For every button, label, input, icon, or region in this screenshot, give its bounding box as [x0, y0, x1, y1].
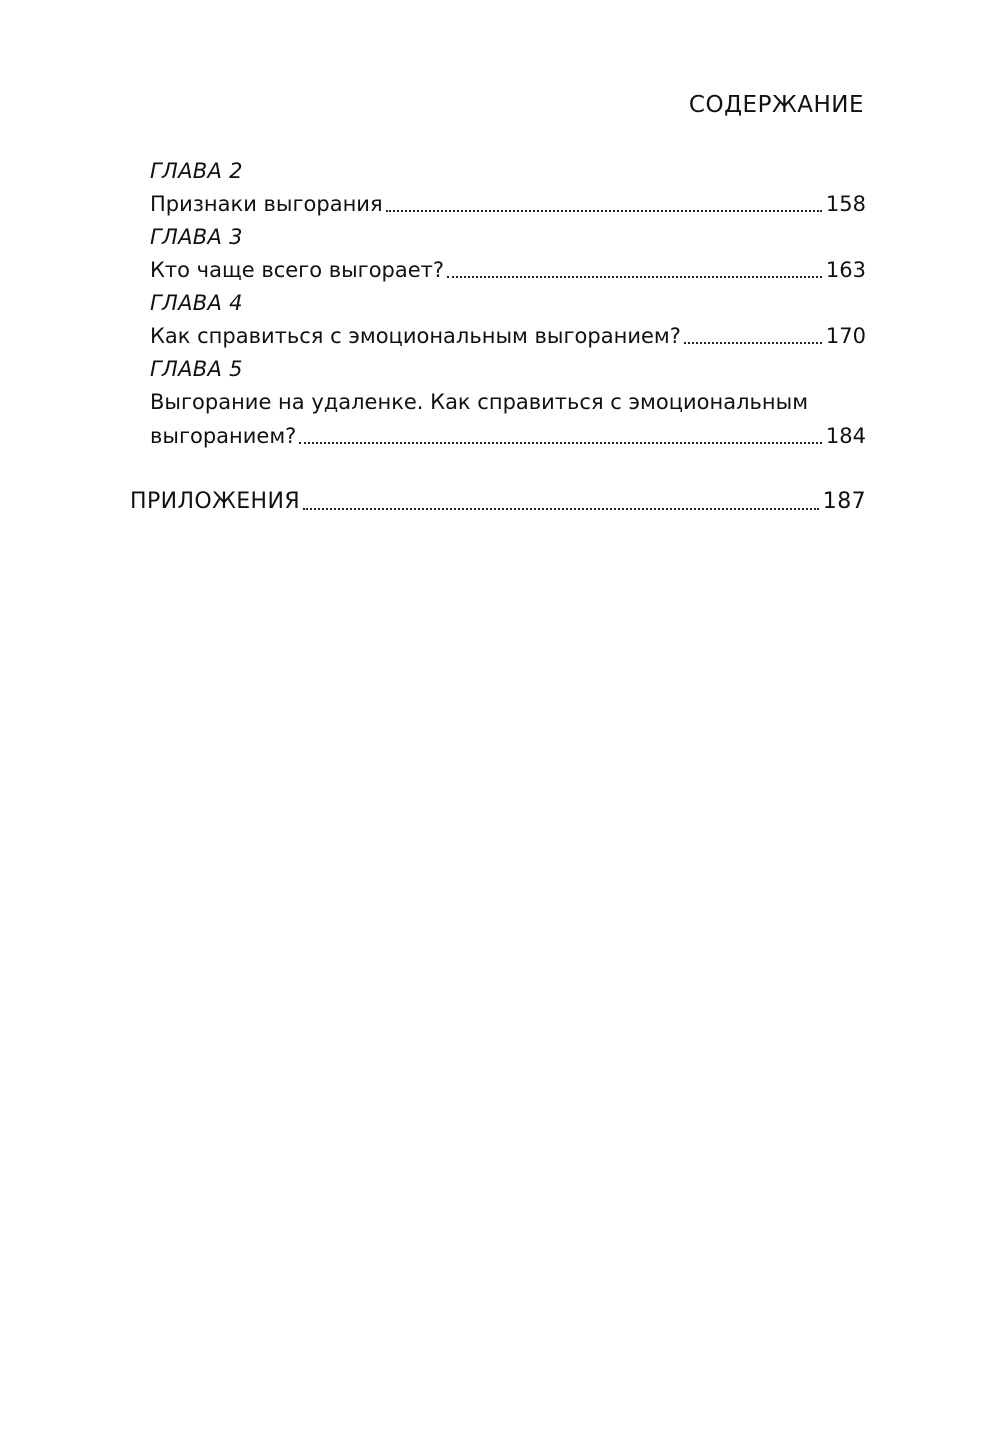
chapter-3-label: ГЛАВА 3	[150, 225, 243, 249]
chapter-5-label: ГЛАВА 5	[150, 357, 243, 381]
toc-entry-chapter-4[interactable]	[150, 320, 866, 352]
running-head: СОДЕРЖАНИЕ	[688, 92, 864, 118]
dot-leader	[447, 276, 822, 278]
toc-page-number: 158	[825, 192, 866, 216]
toc-entry-appendix[interactable]	[130, 486, 866, 518]
toc-page-number: 163	[825, 258, 866, 282]
chapter-2-label: ГЛАВА 2	[150, 159, 243, 183]
toc-page-number: 187	[822, 489, 866, 514]
chapter-4-label: ГЛАВА 4	[150, 291, 243, 315]
dot-leader	[684, 342, 822, 344]
toc-entry-title: Как справиться с эмоциональным выгоранием?	[150, 324, 681, 348]
dot-leader	[299, 442, 822, 444]
toc-entry-chapter-5[interactable]	[150, 420, 866, 452]
toc-entry-title-line-2: выгоранием?	[150, 424, 297, 448]
toc-entry-title: Признаки выгорания	[150, 192, 383, 216]
toc-entry-chapter-3[interactable]	[150, 254, 866, 286]
appendix-title: ПРИЛОЖЕНИЯ	[130, 489, 301, 514]
dot-leader	[386, 210, 822, 212]
toc-page-number: 184	[825, 424, 866, 448]
toc-entry-chapter-2[interactable]	[150, 188, 866, 220]
toc-page-number: 170	[825, 324, 866, 348]
toc-entry-title-line-1[interactable]: Выгорание на удаленке. Как справиться с эмоциональным	[150, 390, 809, 414]
dot-leader	[303, 508, 819, 510]
toc-entry-title: Кто чаще всего выгорает?	[150, 258, 445, 282]
